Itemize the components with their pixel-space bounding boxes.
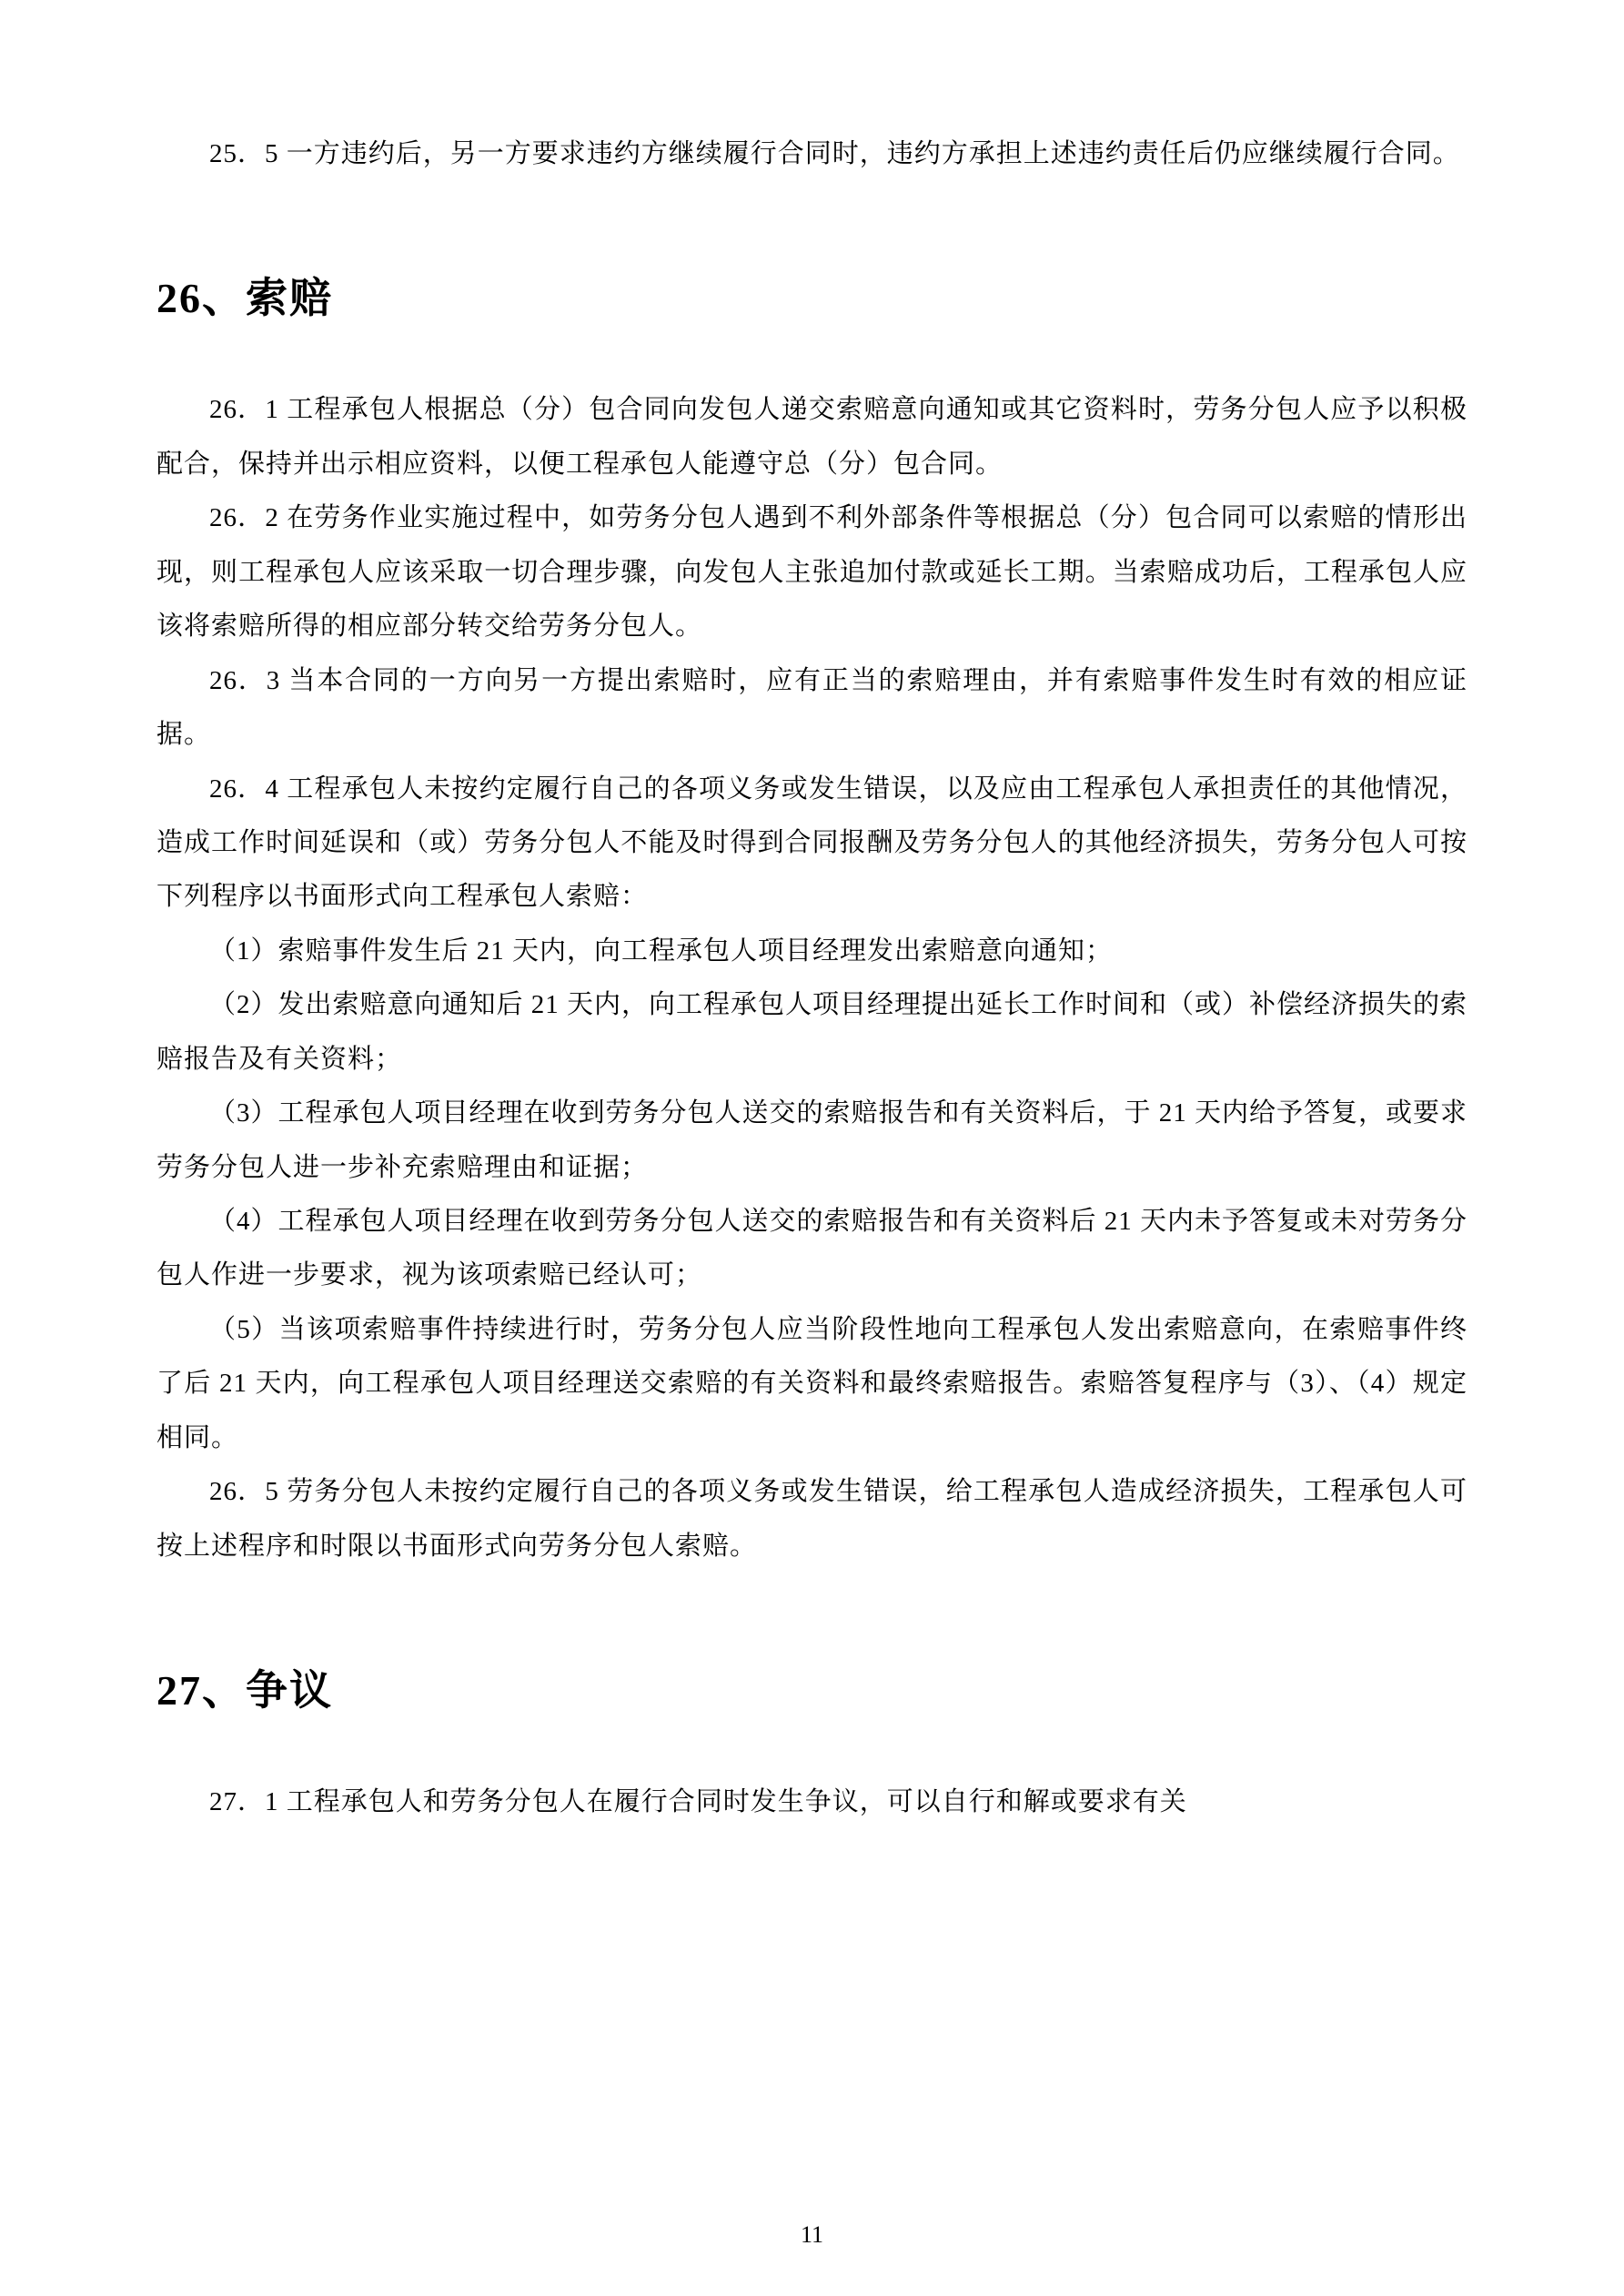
page-number: 11 (800, 2221, 824, 2248)
paragraph-26-3: 26．3 当本合同的一方向另一方提出索赔时，应有正当的索赔理由，并有索赔事件发生时有效的相应证据。 (156, 665, 1468, 750)
list-item-3: （3）工程承包人项目经理在收到劳务分包人送交的索赔报告和有关资料后，于 21 天内给予答复，或要求劳务分包人进一步补充索赔理由和证据； (156, 1098, 1468, 1182)
list-item-1: （1）索赔事件发生后 21 天内，向工程承包人项目经理发出索赔意向通知； (209, 936, 1114, 966)
paragraph-26-5: 26．5 劳务分包人未按约定履行自己的各项义务或发生错误，给工程承包人造成经济损失，工程承包人可按上述程序和时限以书面形式向劳务分包人索赔。 (156, 1477, 1468, 1561)
list-item-5: （5）当该项索赔事件持续进行时，劳务分包人应当阶段性地向工程承包人发出索赔意向，在索赔事件终了后 21 天内，向工程承包人项目经理送交索赔的有关资料和最终索赔报告。索赔答复程序与（3）、（4）规定相同。 (156, 1314, 1468, 1452)
section-heading-26: 26、索赔 (156, 275, 333, 322)
paragraph-25-5: 25．5 一方违约后，另一方要求违约方继续履行合同时，违约方承担上述违约责任后仍应继续履行合同。 (209, 139, 1460, 168)
paragraph-26-4: 26．4 工程承包人未按约定履行自己的各项义务或发生错误，以及应由工程承包人承担责任的其他情况，造成工作时间延误和（或）劳务分包人不能及时得到合同报酬及劳务分包人的其他经济损失，劳务分包人可按下列程序以书面形式向工程承包人索赔： (156, 774, 1468, 912)
list-item-2: （2）发出索赔意向通知后 21 天内，向工程承包人项目经理提出延长工作时间和（或）补偿经济损失的索赔报告及有关资料； (156, 990, 1468, 1074)
paragraph-27-1: 27．1 工程承包人和劳务分包人在履行合同时发生争议，可以自行和解或要求有关 (209, 1787, 1187, 1817)
section-heading-27: 27、争议 (156, 1667, 333, 1714)
paragraph-26-1: 26．1 工程承包人根据总（分）包合同向发包人递交索赔意向通知或其它资料时，劳务分包人应予以积极配合，保持并出示相应资料，以便工程承包人能遵守总（分）包合同。 (156, 395, 1468, 479)
paragraph-26-2: 26．2 在劳务作业实施过程中，如劳务分包人遇到不利外部条件等根据总（分）包合同可以索赔的情形出现，则工程承包人应该采取一切合理步骤，向发包人主张追加付款或延长工期。当索赔成功后，工程承包人应该将索赔所得的相应部分转交给劳务分包人。 (156, 503, 1468, 642)
list-item-4: （4）工程承包人项目经理在收到劳务分包人送交的索赔报告和有关资料后 21 天内未予答复或未对劳务分包人作进一步要求，视为该项索赔已经认可； (156, 1207, 1468, 1290)
